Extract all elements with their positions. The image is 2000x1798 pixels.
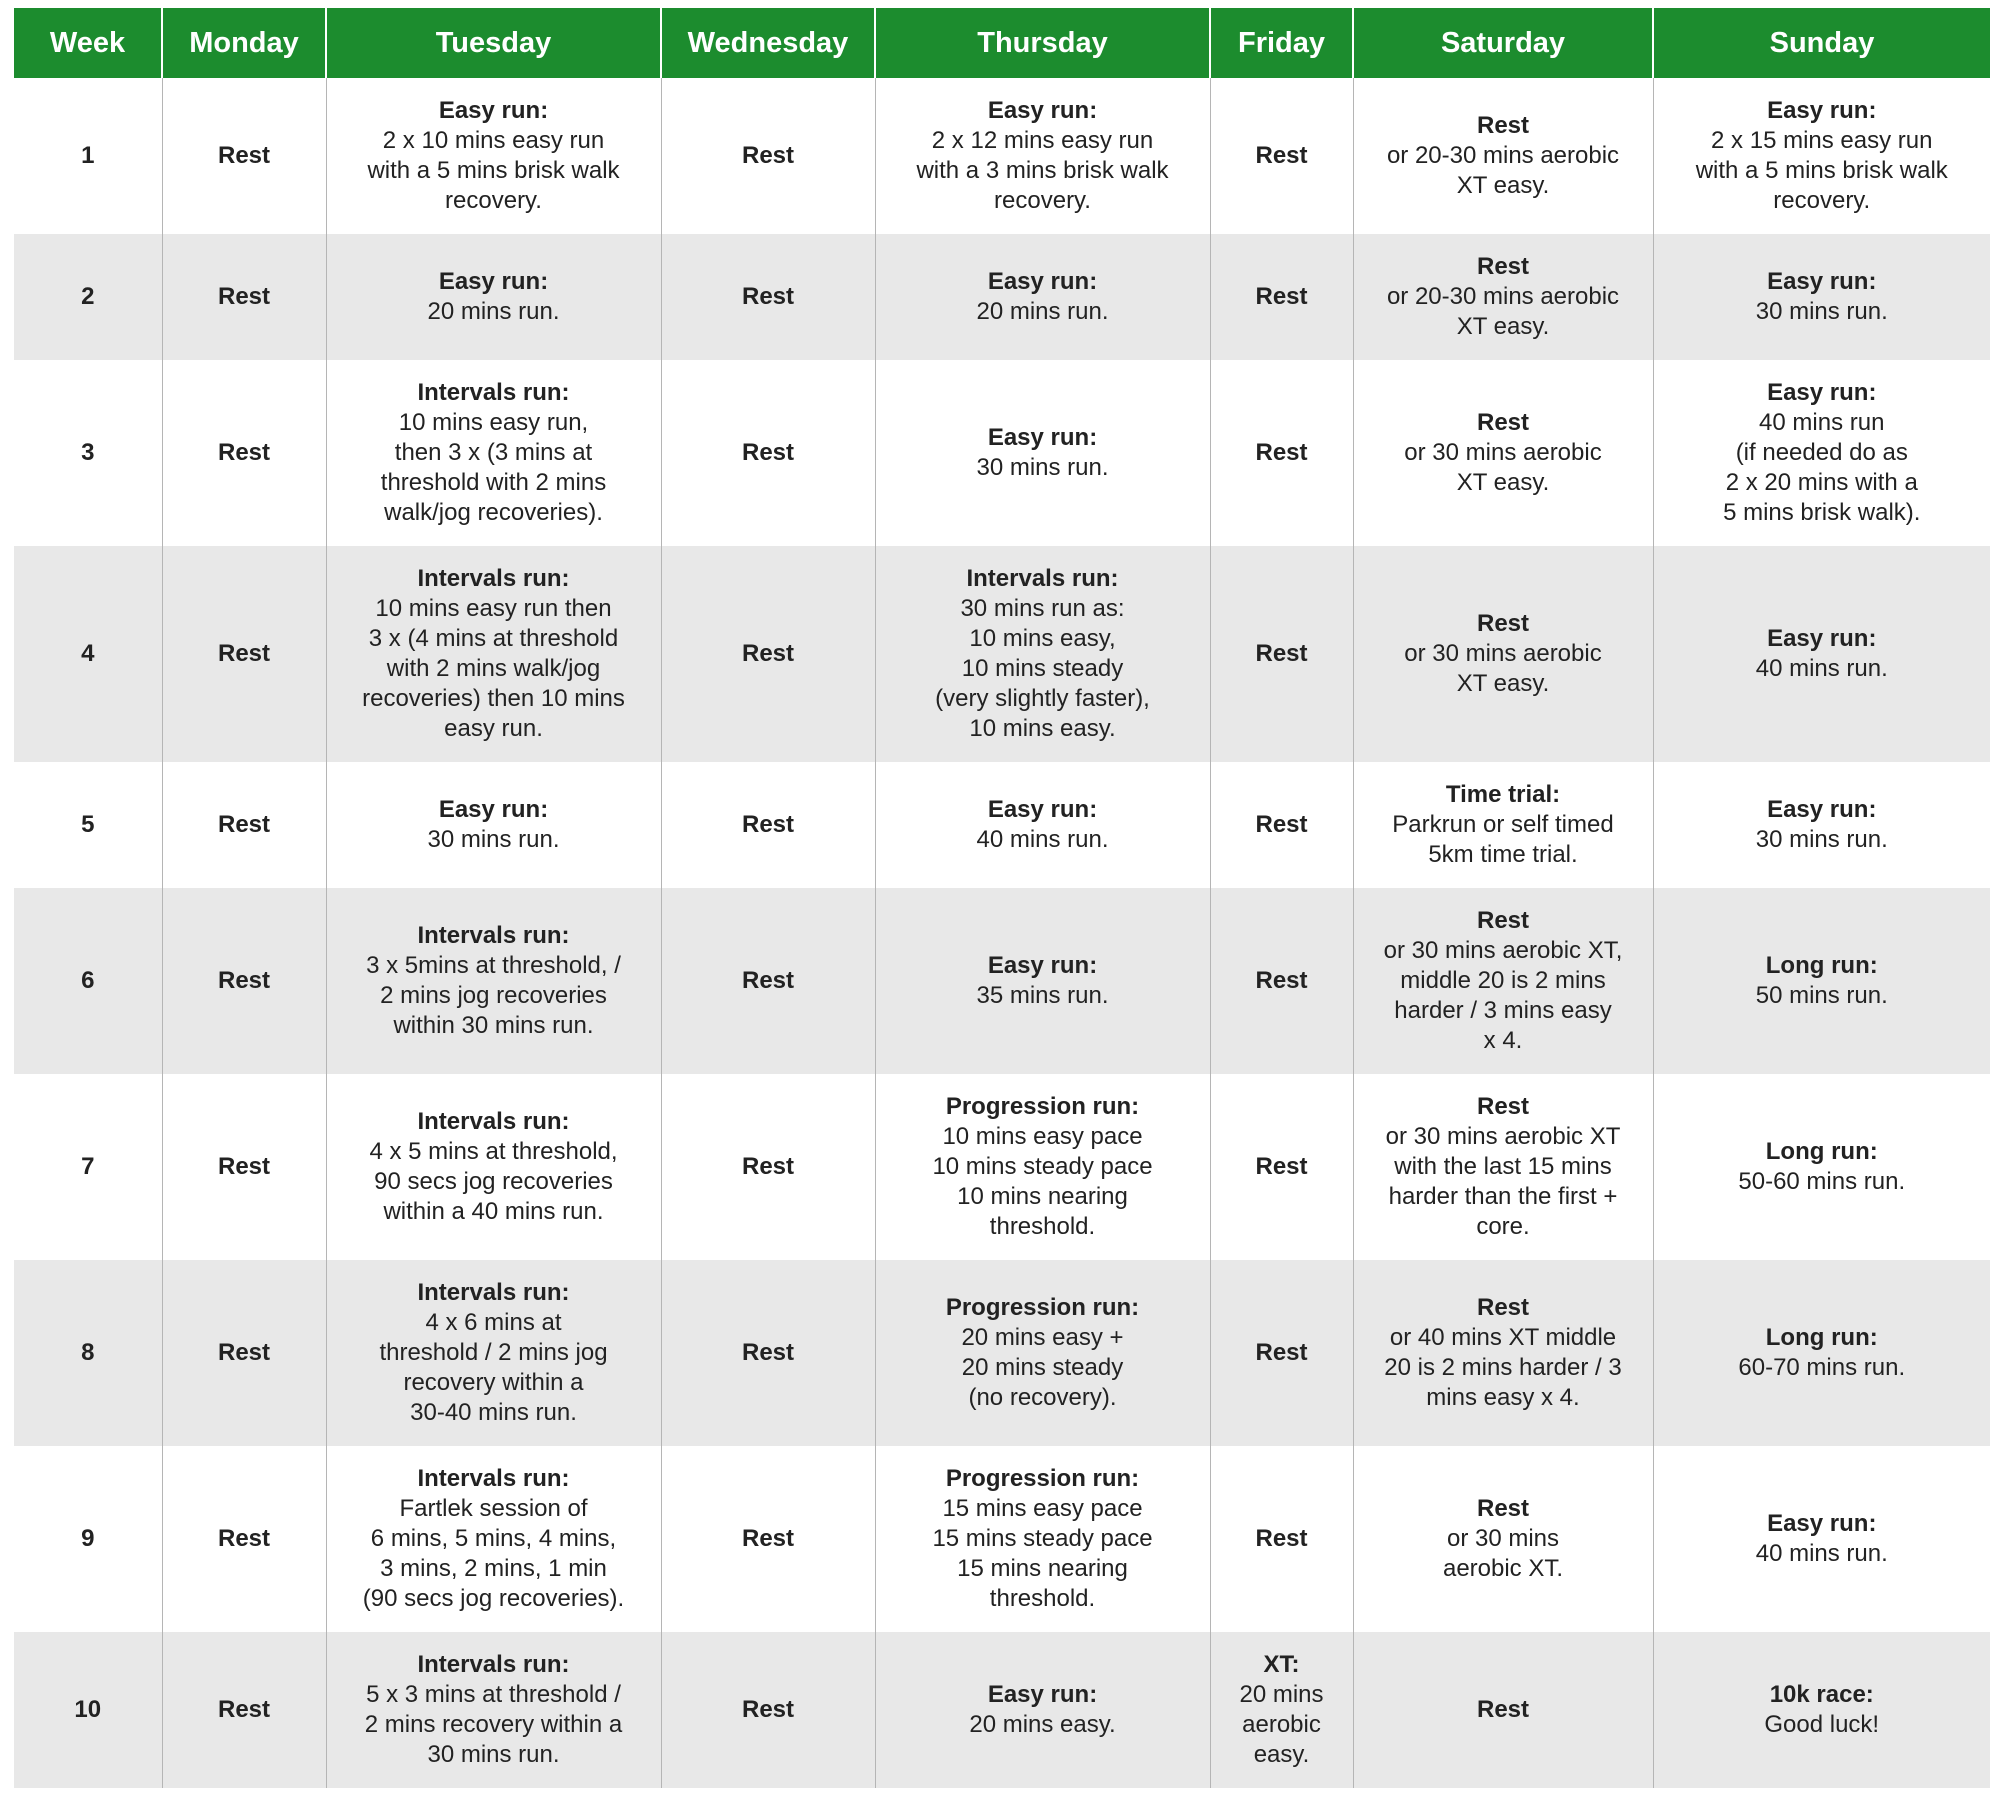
cell-saturday	[1353, 234, 1653, 360]
week-number: 8	[14, 1260, 162, 1446]
cell-body: 35 mins run.	[976, 982, 1109, 1009]
cell-sunday	[1653, 1074, 1990, 1260]
cell-body: Parkrun or self timed 5km time trial.	[1392, 811, 1614, 868]
cell-title: 10k race:	[1769, 1681, 1874, 1708]
table-row	[14, 1446, 1990, 1632]
cell-friday	[1210, 1074, 1353, 1260]
cell-tuesday	[326, 234, 661, 360]
cell-sunday	[1653, 360, 1990, 546]
cell-title: Rest	[1476, 1495, 1530, 1522]
week-number: 9	[14, 1446, 162, 1632]
cell-saturday	[1353, 1074, 1653, 1260]
cell-sunday	[1653, 78, 1990, 234]
week-number: 10	[14, 1632, 162, 1788]
header-thursday: Thursday	[875, 8, 1210, 78]
cell-wednesday	[661, 360, 875, 546]
cell-title: Rest	[741, 1153, 795, 1180]
cell-monday	[162, 762, 326, 888]
cell-title: Rest	[1255, 283, 1308, 310]
cell-title: Intervals run:	[417, 1651, 570, 1678]
cell-title: Rest	[1476, 610, 1530, 637]
cell-saturday	[1353, 1446, 1653, 1632]
cell-monday	[162, 234, 326, 360]
cell-title: Rest	[1476, 253, 1530, 280]
cell-body: or 20-30 mins aerobic XT easy.	[1386, 142, 1620, 199]
cell-title: Rest	[741, 1339, 795, 1366]
cell-thursday	[875, 360, 1210, 546]
cell-sunday	[1653, 1260, 1990, 1446]
cell-saturday	[1353, 78, 1653, 234]
header-tuesday: Tuesday	[326, 8, 661, 78]
cell-body: 20 mins run.	[976, 298, 1109, 325]
cell-body: or 40 mins XT middle 20 is 2 mins harder / 3 mins easy x 4.	[1384, 1324, 1622, 1411]
cell-body: 2 x 15 mins easy run with a 5 mins brisk walk recovery.	[1695, 127, 1948, 214]
cell-title: Intervals run:	[417, 565, 570, 592]
table-row	[14, 360, 1990, 546]
header-week: Week	[14, 8, 162, 78]
header-sunday: Sunday	[1653, 8, 1990, 78]
cell-title: Easy run:	[987, 268, 1098, 295]
cell-body: 10 mins easy run, then 3 x (3 mins at threshold with 2 mins walk/jog recoveries).	[380, 409, 607, 526]
cell-title: Rest	[741, 1696, 795, 1723]
cell-saturday	[1353, 1260, 1653, 1446]
cell-title: Easy run:	[1767, 625, 1877, 652]
cell-tuesday	[326, 1632, 661, 1788]
cell-thursday	[875, 78, 1210, 234]
cell-title: Rest	[1255, 1153, 1308, 1180]
table-row	[14, 234, 1990, 360]
cell-body: 40 mins run.	[1755, 655, 1888, 682]
cell-title: Long run:	[1765, 952, 1878, 979]
cell-title: Rest	[1255, 1525, 1308, 1552]
cell-body: 30 mins run.	[427, 826, 560, 853]
cell-saturday	[1353, 360, 1653, 546]
cell-title: Progression run:	[945, 1465, 1140, 1492]
cell-wednesday	[661, 234, 875, 360]
cell-thursday	[875, 888, 1210, 1074]
cell-monday	[162, 1632, 326, 1788]
cell-body: 20 mins aerobic easy.	[1239, 1681, 1324, 1768]
cell-sunday	[1653, 762, 1990, 888]
cell-body: 20 mins easy + 20 mins steady (no recovery).	[961, 1324, 1124, 1411]
cell-wednesday	[661, 1074, 875, 1260]
cell-title: Rest	[217, 1696, 271, 1723]
table-row	[14, 1074, 1990, 1260]
cell-title: XT:	[1263, 1651, 1300, 1678]
cell-title: Rest	[1476, 1294, 1530, 1321]
cell-body: 2 x 10 mins easy run with a 5 mins brisk walk recovery.	[367, 127, 620, 214]
cell-body: or 30 mins aerobic XT easy.	[1404, 640, 1602, 697]
cell-title: Rest	[1255, 967, 1308, 994]
cell-title: Time trial:	[1445, 781, 1561, 808]
table-row	[14, 78, 1990, 234]
cell-title: Intervals run:	[417, 922, 570, 949]
header-row	[14, 8, 1990, 78]
cell-title: Rest	[1476, 1696, 1530, 1723]
table-row	[14, 1632, 1990, 1788]
week-number: 6	[14, 888, 162, 1074]
cell-title: Rest	[217, 967, 271, 994]
cell-title: Rest	[217, 1153, 271, 1180]
cell-thursday	[875, 1632, 1210, 1788]
cell-title: Easy run:	[438, 268, 549, 295]
cell-title: Easy run:	[987, 1681, 1098, 1708]
cell-sunday	[1653, 1446, 1990, 1632]
cell-thursday	[875, 762, 1210, 888]
cell-title: Rest	[1476, 409, 1530, 436]
cell-body: 10 mins easy pace 10 mins steady pace 10 mins nearing threshold.	[932, 1123, 1153, 1240]
cell-title: Easy run:	[1767, 796, 1877, 823]
cell-body: 4 x 6 mins at threshold / 2 mins jog recovery within a 30-40 mins run.	[379, 1309, 608, 1426]
cell-title: Intervals run:	[417, 1465, 570, 1492]
cell-body: or 30 mins aerobic XT with the last 15 mins harder than the first + core.	[1385, 1123, 1621, 1240]
week-number: 7	[14, 1074, 162, 1260]
cell-title: Rest	[741, 142, 795, 169]
cell-title: Easy run:	[1767, 268, 1877, 295]
cell-monday	[162, 546, 326, 762]
cell-thursday	[875, 1260, 1210, 1446]
cell-friday	[1210, 78, 1353, 234]
cell-body: 2 x 12 mins easy run with a 3 mins brisk walk recovery.	[916, 127, 1169, 214]
cell-saturday	[1353, 888, 1653, 1074]
cell-saturday	[1353, 546, 1653, 762]
cell-body: Good luck!	[1764, 1711, 1880, 1738]
cell-title: Long run:	[1765, 1324, 1878, 1351]
cell-tuesday	[326, 888, 661, 1074]
cell-body: or 30 mins aerobic XT, middle 20 is 2 mins harder / 3 mins easy x 4.	[1383, 937, 1623, 1054]
cell-tuesday	[326, 360, 661, 546]
cell-body: 5 x 3 mins at threshold / 2 mins recovery within a 30 mins run.	[364, 1681, 623, 1768]
cell-title: Easy run:	[1767, 97, 1877, 124]
cell-title: Easy run:	[987, 97, 1098, 124]
cell-title: Rest	[741, 811, 795, 838]
table-row	[14, 1260, 1990, 1446]
cell-title: Easy run:	[987, 424, 1098, 451]
cell-monday	[162, 1074, 326, 1260]
cell-tuesday	[326, 78, 661, 234]
cell-thursday	[875, 234, 1210, 360]
cell-title: Rest	[1476, 112, 1530, 139]
week-number: 2	[14, 234, 162, 360]
header-wednesday: Wednesday	[661, 8, 875, 78]
cell-wednesday	[661, 762, 875, 888]
cell-friday	[1210, 234, 1353, 360]
cell-sunday	[1653, 546, 1990, 762]
cell-title: Rest	[741, 439, 795, 466]
cell-wednesday	[661, 1446, 875, 1632]
table-row	[14, 888, 1990, 1074]
cell-body: 15 mins easy pace 15 mins steady pace 15 mins nearing threshold.	[932, 1495, 1153, 1612]
cell-body: 30 mins run as: 10 mins easy, 10 mins steady (very slightly faster), 10 mins easy.	[935, 595, 1150, 742]
cell-title: Rest	[217, 1339, 271, 1366]
cell-body: 4 x 5 mins at threshold, 90 secs jog recoveries within a 40 mins run.	[369, 1138, 618, 1225]
cell-tuesday	[326, 1074, 661, 1260]
cell-title: Rest	[217, 283, 271, 310]
cell-title: Rest	[217, 1525, 271, 1552]
cell-wednesday	[661, 78, 875, 234]
week-number: 4	[14, 546, 162, 762]
cell-saturday	[1353, 1632, 1653, 1788]
cell-sunday	[1653, 234, 1990, 360]
cell-wednesday	[661, 546, 875, 762]
table-row	[14, 546, 1990, 762]
cell-title: Rest	[217, 640, 271, 667]
cell-friday	[1210, 1632, 1353, 1788]
cell-body: or 30 mins aerobic XT.	[1442, 1525, 1564, 1582]
cell-tuesday	[326, 1260, 661, 1446]
cell-body: 50-60 mins run.	[1738, 1168, 1906, 1195]
cell-monday	[162, 360, 326, 546]
cell-body: 40 mins run.	[976, 826, 1109, 853]
plan-body	[14, 78, 1990, 1788]
cell-title: Easy run:	[987, 952, 1098, 979]
cell-monday	[162, 1446, 326, 1632]
cell-friday	[1210, 1446, 1353, 1632]
cell-title: Rest	[217, 142, 271, 169]
cell-body: 30 mins run.	[1755, 298, 1888, 325]
cell-friday	[1210, 360, 1353, 546]
cell-title: Rest	[741, 1525, 795, 1552]
cell-tuesday	[326, 762, 661, 888]
cell-body: 10 mins easy run then 3 x (4 mins at threshold with 2 mins walk/jog recoveries) then 10 mins easy run.	[362, 595, 625, 742]
cell-title: Intervals run:	[417, 1108, 570, 1135]
cell-friday	[1210, 762, 1353, 888]
cell-thursday	[875, 1446, 1210, 1632]
cell-title: Intervals run:	[417, 1279, 570, 1306]
cell-title: Progression run:	[945, 1294, 1140, 1321]
cell-title: Long run:	[1765, 1138, 1878, 1165]
cell-body: 3 x 5mins at threshold, / 2 mins jog recoveries within 30 mins run.	[366, 952, 621, 1039]
cell-title: Easy run:	[1767, 379, 1877, 406]
cell-body: 20 mins run.	[427, 298, 560, 325]
cell-title: Easy run:	[987, 796, 1098, 823]
cell-body: 20 mins easy.	[969, 1711, 1116, 1738]
cell-title: Easy run:	[1767, 1510, 1877, 1537]
week-number: 3	[14, 360, 162, 546]
cell-saturday	[1353, 762, 1653, 888]
cell-title: Rest	[1255, 142, 1308, 169]
cell-title: Rest	[741, 283, 795, 310]
cell-title: Rest	[741, 967, 795, 994]
cell-title: Rest	[1476, 1093, 1530, 1120]
cell-title: Rest	[217, 811, 271, 838]
cell-thursday	[875, 546, 1210, 762]
cell-monday	[162, 1260, 326, 1446]
cell-sunday	[1653, 1632, 1990, 1788]
cell-title: Rest	[217, 439, 271, 466]
cell-monday	[162, 78, 326, 234]
cell-title: Easy run:	[438, 796, 549, 823]
cell-title: Easy run:	[438, 97, 549, 124]
cell-thursday	[875, 1074, 1210, 1260]
table-row	[14, 762, 1990, 888]
training-plan-table	[14, 8, 1990, 1788]
cell-title: Rest	[1255, 439, 1308, 466]
cell-friday	[1210, 888, 1353, 1074]
cell-title: Intervals run:	[417, 379, 570, 406]
cell-title: Rest	[1255, 811, 1308, 838]
cell-friday	[1210, 546, 1353, 762]
cell-body: or 30 mins aerobic XT easy.	[1404, 439, 1602, 496]
cell-title: Intervals run:	[966, 565, 1119, 592]
week-number: 5	[14, 762, 162, 888]
cell-friday	[1210, 1260, 1353, 1446]
cell-body: 50 mins run.	[1755, 982, 1888, 1009]
header-friday: Friday	[1210, 8, 1353, 78]
cell-wednesday	[661, 888, 875, 1074]
cell-body: or 20-30 mins aerobic XT easy.	[1386, 283, 1620, 340]
cell-tuesday	[326, 546, 661, 762]
cell-body: Fartlek session of 6 mins, 5 mins, 4 mins, 3 mins, 2 mins, 1 min (90 secs jog recoveries).	[362, 1495, 625, 1612]
cell-title: Rest	[1476, 907, 1530, 934]
header-saturday: Saturday	[1353, 8, 1653, 78]
week-number: 1	[14, 78, 162, 234]
cell-title: Rest	[1255, 1339, 1308, 1366]
cell-monday	[162, 888, 326, 1074]
cell-body: 30 mins run.	[1755, 826, 1888, 853]
cell-title: Rest	[1255, 640, 1308, 667]
cell-body: 60-70 mins run.	[1738, 1354, 1906, 1381]
header-monday: Monday	[162, 8, 326, 78]
cell-title: Progression run:	[945, 1093, 1140, 1120]
cell-sunday	[1653, 888, 1990, 1074]
cell-title: Rest	[741, 640, 795, 667]
cell-body: 30 mins run.	[976, 454, 1109, 481]
cell-wednesday	[661, 1260, 875, 1446]
cell-tuesday	[326, 1446, 661, 1632]
cell-body: 40 mins run (if needed do as 2 x 20 mins with a 5 mins brisk walk).	[1723, 409, 1921, 526]
cell-wednesday	[661, 1632, 875, 1788]
cell-body: 40 mins run.	[1755, 1540, 1888, 1567]
